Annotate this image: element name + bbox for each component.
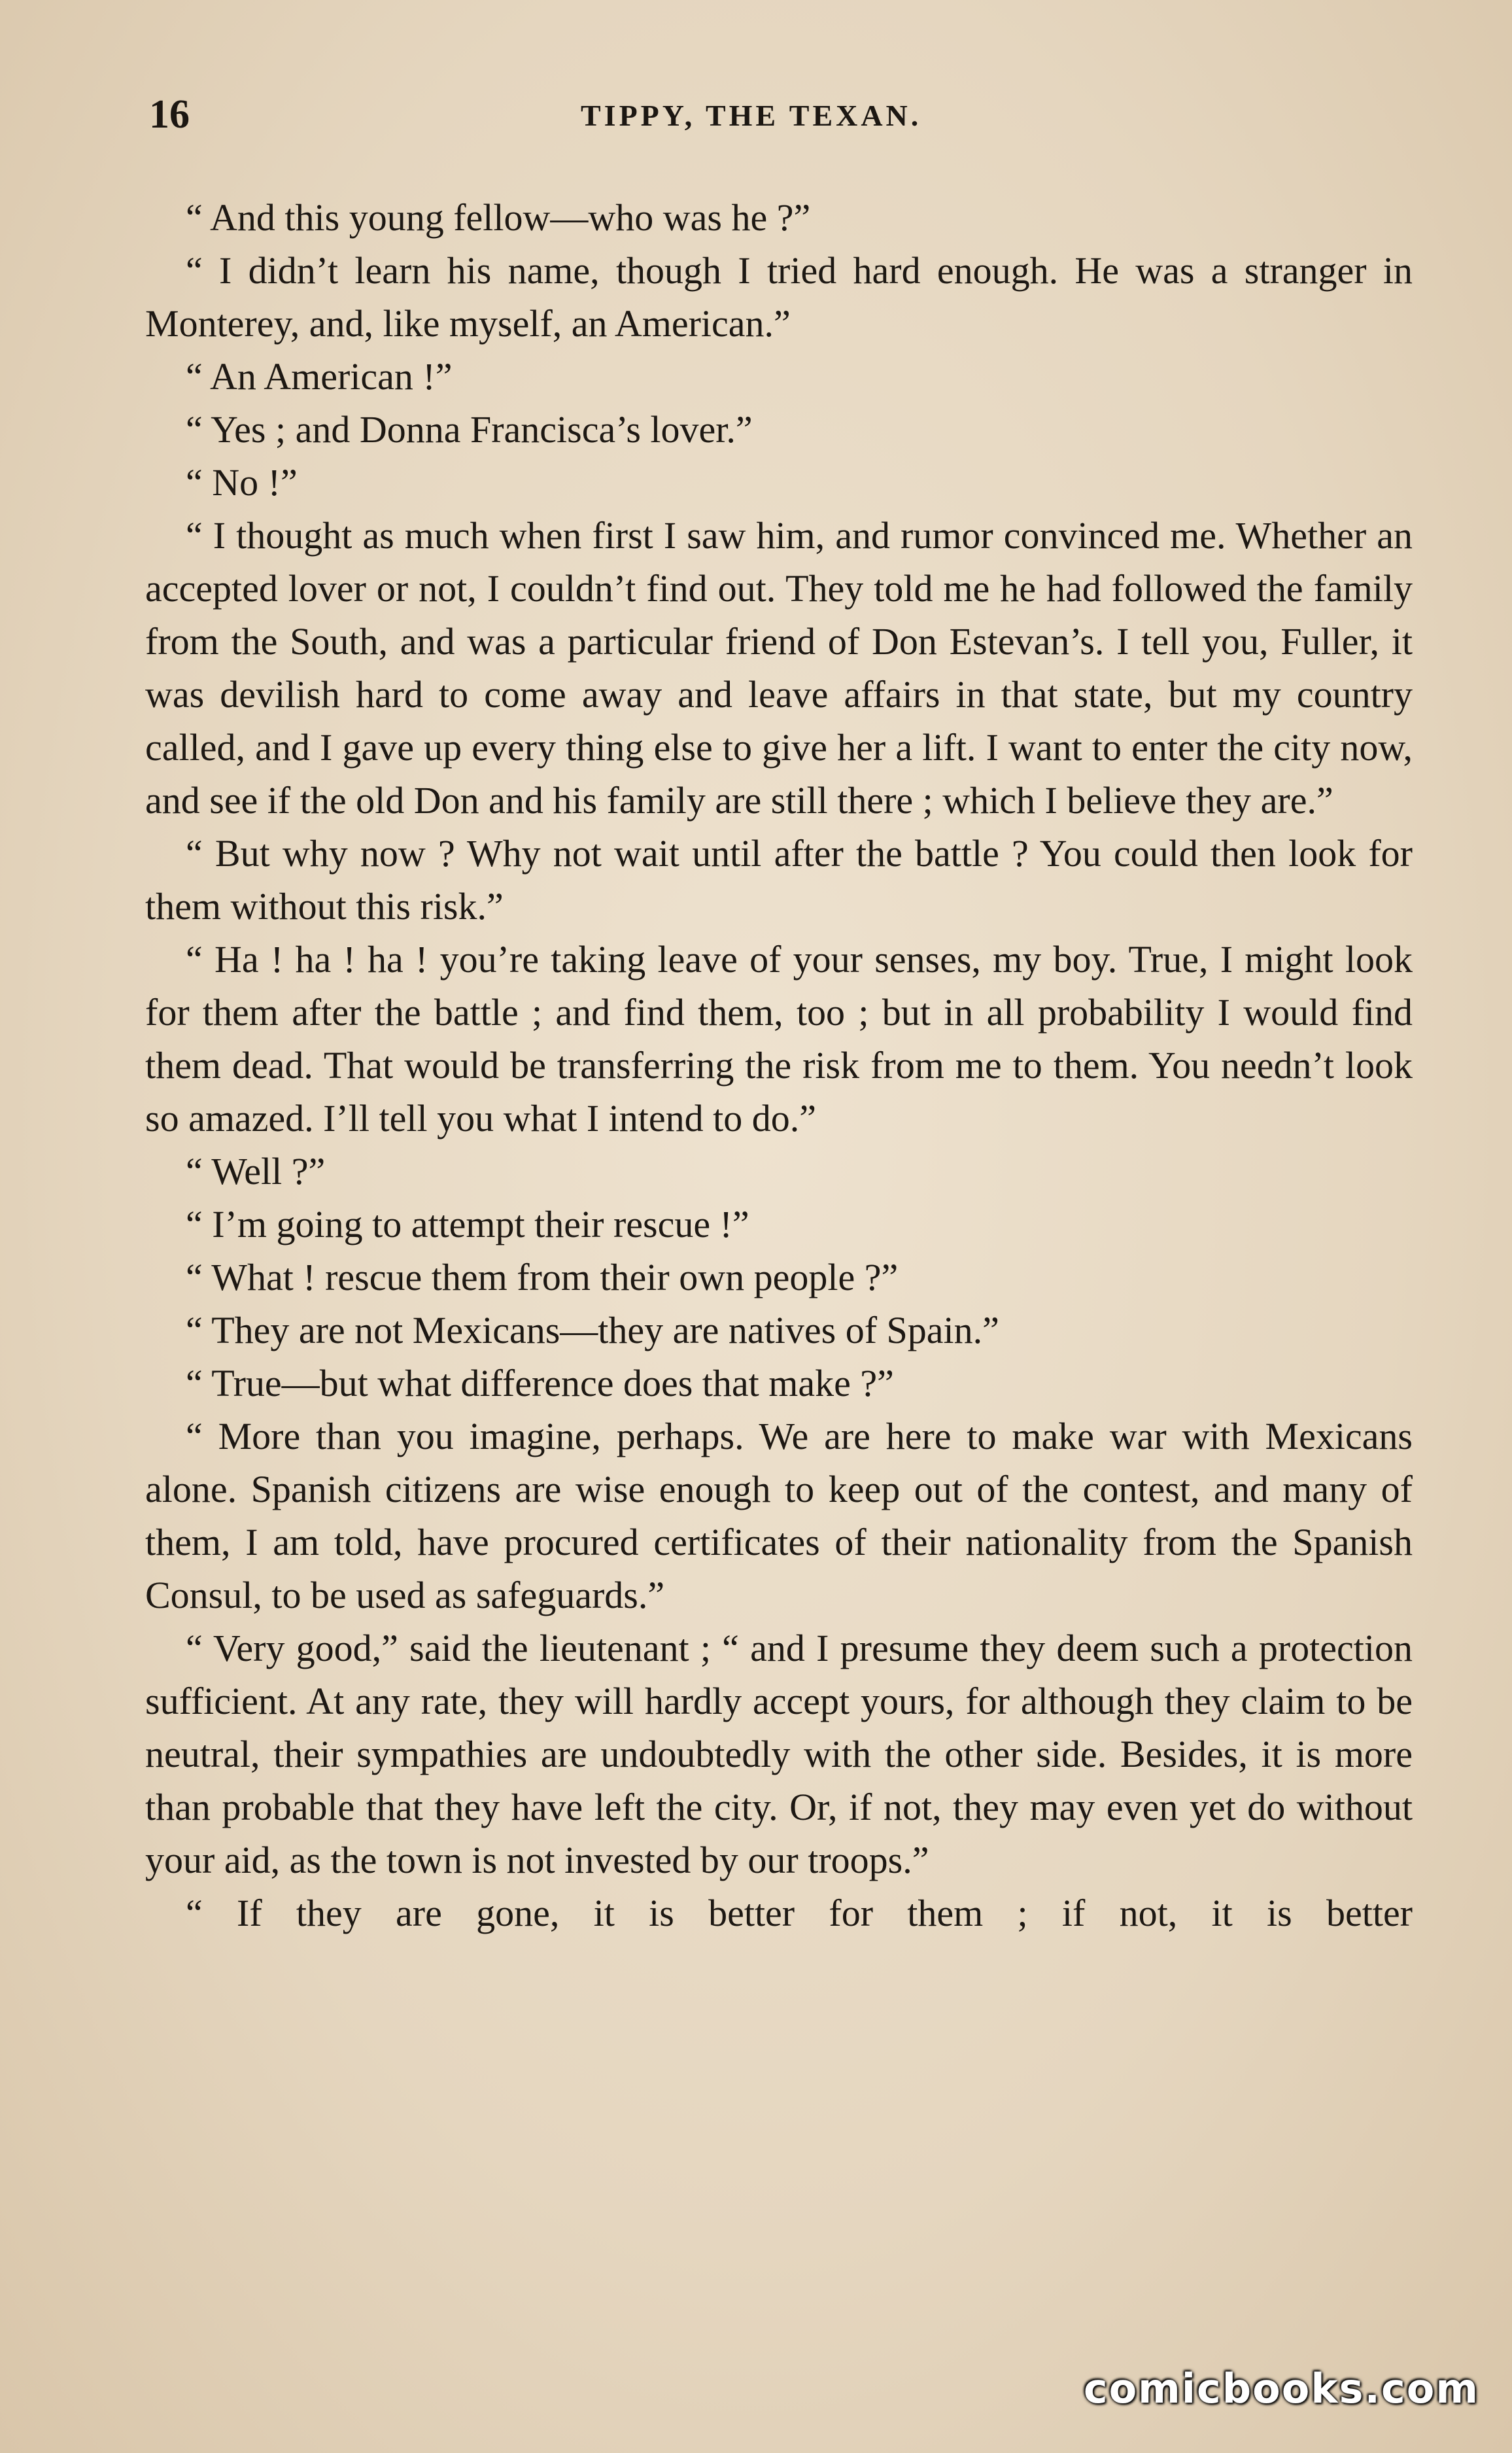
paragraph: “ If they are gone, it is better for them ; if not, it is better [186,1892,1413,1934]
running-head: TIPPY, THE TEXAN. [581,99,922,132]
paragraph: “ An American !” [186,355,453,398]
paragraph: “ I didn’t learn his name, though I tried hard enough. He was a stranger in Monterey, and, like myself, an American.” [145,249,1413,345]
paragraph: “ Yes ; and Donna Francisca’s lover.” [186,408,753,451]
paragraph: “ I’m going to attempt their rescue !” [186,1203,749,1245]
paragraph: “ Ha ! ha ! ha ! you’re taking leave of your senses, my boy. True, I might look for them after the battle ; and find them, too ; but in all probability I would find them dead. That would be transferring the risk from me to them. You needn’t look so amazed. I’ll tell you what I intend to do.” [145,938,1413,1140]
watermark: comicbooks.com [1083,2365,1479,2412]
paragraph: “ I thought as much when first I saw him, and rumor convinced me. Whether an accepted lover or not, I couldn’t find out. They told me he had followed the family from the South, and was a particular friend of Don Estevan’s. I tell you, Fuller, it was devilish hard to come away and leave affairs in that state, but my country called, and I gave up every thing else to give her a lift. I want to enter the city now, and see if the old Don and his family are still there ; which I believe they are.” [145,514,1413,822]
page-number: 16 [149,92,190,137]
paragraph: “ What ! rescue them from their own people ?” [186,1256,899,1298]
paragraph: “ True—but what difference does that make ?” [186,1362,894,1404]
paragraph: “ But why now ? Why not wait until after the battle ? You could then look for them without this risk.” [145,832,1413,928]
paragraph: “ They are not Mexicans—they are natives of Spain.” [186,1309,999,1351]
paragraph: “ More than you imagine, perhaps. We are here to make war with Mexicans alone. Spanish citizens are wise enough to keep out of the contest, and many of them, I am told, have procured certificates of their nationality from the Spanish Consul, to be used as safeguards.” [145,1415,1413,1616]
body-text [145,191,1413,1940]
paragraph: “ Well ?” [186,1150,326,1192]
paragraph: “ Very good,” said the lieutenant ; “ and I presume they deem such a protection sufficient. At any rate, they will hardly accept yours, for although they claim to be neutral, their sympathies are undoubtedly with the other side. Besides, it is more than probable that they have left the city. Or, if not, they may even yet do without your aid, as the town is not invested by our troops.” [145,1627,1413,1881]
page-header [149,92,1418,144]
paragraph: “ And this young fellow—who was he ?” [186,196,811,239]
paragraph: “ No !” [186,461,298,504]
